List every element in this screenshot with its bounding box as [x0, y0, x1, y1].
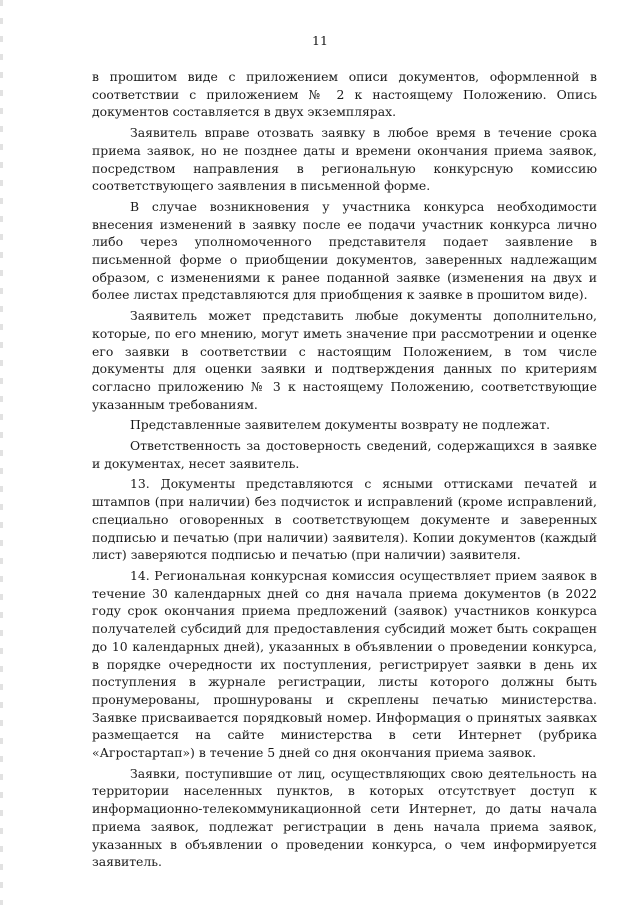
paragraph-responsibility: Ответственность за достоверность сведений, содержащихся в заявке и документах, несет заявитель.	[92, 438, 597, 471]
scan-edge-marks	[0, 0, 3, 905]
page-number: 11	[312, 33, 328, 48]
paragraph-withdraw-application: Заявитель вправе отозвать заявку в любое время в течение срока приема заявок, но не позднее даты и времени окончания приема заявок, посредством направления в региональную конкурсную комиссию соответствующего заявления в письменной форме.	[92, 125, 597, 194]
paragraph-application-changes: В случае возникновения у участника конкурса необходимости внесения изменений в заявку после ее подачи участник конкурса лично либо через уполномоченного представителя подает заявление в письменной форме о приобщении документов, заверенных надлежащим образом, с изменениями к ранее поданной заявке (изменения на двух и более листах представляются для приобщения к заявке в прошитом виде).	[92, 198, 597, 303]
paragraph-13-document-requirements: 13. Документы представляются с ясными оттисками печатей и штампов (при наличии) без подчисток и исправлений (кроме исправлений, специально оговоренных в соответствующем документе и заверенных подписью и печатью (при наличии) заявителя). Копии документов (каждый лист) заверяются подписью и печатью (при наличии) заявителя.	[92, 476, 597, 563]
document-body	[92, 68, 597, 871]
paragraph-no-internet-registration: Заявки, поступившие от лиц, осуществляющих свою деятельность на территории населенных пунктов, в которых отсутствует доступ к информационно-телекоммуникационной сети Интернет, до даты начала приема заявок, подлежат регистрации в день начала приема заявок, указанных в объявлении о проведении конкурса, о чем информируется заявитель.	[92, 765, 597, 870]
paragraph-14-application-acceptance: 14. Региональная конкурсная комиссия осуществляет прием заявок в течение 30 календарных дней со дня начала приема документов (в 2022 году срок окончания приема предложений (заявок) участников конкурса получателей субсидий для предоставления субсидий может быть сокращен до 10 календарных дней), указанных в объявлении о проведении конкурса, в порядке очередности их поступления, регистрирует заявки в день их поступления в журнале регистрации, листы которого должны быть пронумерованы, прошнурованы и скреплены печатью министерства. Заявке присваивается порядковый номер. Информация о принятых заявках размещается на сайте министерства в сети Интернет (рубрика «Агростартап») в течение 5 дней со дня окончания приема заявок.	[92, 567, 597, 761]
paragraph-no-return: Представленные заявителем документы возврату не подлежат.	[130, 417, 551, 433]
paragraph-additional-documents: Заявитель может представить любые документы дополнительно, которые, по его мнению, могут иметь значение при рассмотрении и оценке его заявки в соответствии с настоящим Положением, в том числе документы для оценки заявки и подтверждения данных по критериям согласно приложению № 3 к настоящему Положению, соответствующие указанным требованиям.	[92, 308, 597, 412]
paragraph-continuation: в прошитом виде с приложением описи документов, оформленной в соответствии с приложением № 2 к настоящему Положению. Опись документов составляется в двух экземплярах.	[92, 69, 597, 120]
